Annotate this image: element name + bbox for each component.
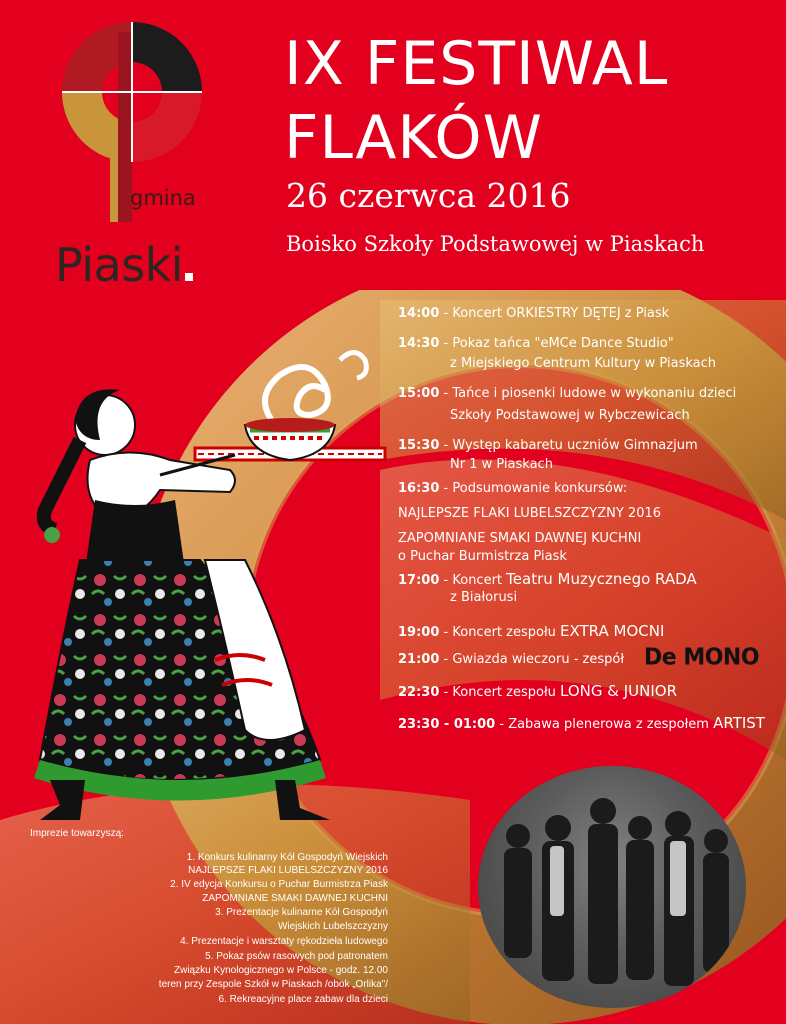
side-event-line: 6. Rekreacyjne place zabaw dla dzieci — [218, 994, 388, 1005]
side-event-line: 2. IV edycja Konkursu o Puchar Burmistrza Piask — [170, 879, 388, 890]
schedule-performer: LONG & JUNIOR — [560, 682, 678, 700]
schedule-text: Występ kabaretu uczniów Gimnazjum — [452, 438, 698, 453]
schedule-item-4-line2: Nr 1 w Piaskach — [450, 457, 553, 472]
schedule-text: Podsumowanie konkursów: — [452, 481, 628, 496]
title-line-1: IX FESTIWAL — [284, 29, 669, 99]
logo-piaski-label: Piaski — [55, 238, 184, 292]
schedule-time: 19:00 — [398, 625, 440, 640]
schedule-item-4: 15:30 - Występ kabaretu uczniów Gimnazjum — [398, 438, 698, 453]
band-members-silhouettes — [478, 766, 746, 1008]
schedule-performer: Teatru Muzycznego RADA — [506, 570, 697, 588]
schedule-time: 14:30 — [398, 336, 440, 351]
schedule-item-1: 14:00 - Koncert ORKIESTRY DĘTEJ z Piask — [398, 306, 670, 321]
schedule-item-8: 21:00 - Gwiazda wieczoru - zespół — [398, 652, 625, 667]
side-event-line: Związku Kynologicznego w Polsce - godz. 12.00 — [173, 965, 388, 976]
logo-gmina-text: gmina — [130, 186, 196, 210]
schedule-item-2-line2: z Miejskiego Centrum Kultury w Piaskach — [450, 356, 716, 371]
side-event-line: 5. Pokaz psów rasowych pod patronatem — [205, 951, 388, 962]
side-event-line: ZAPOMNIANE SMAKI DAWNEJ KUCHNI — [202, 893, 388, 904]
side-event-line: Wiejskich Lubelszczyzny — [277, 921, 388, 932]
schedule-time: 14:00 — [398, 306, 440, 321]
schedule-prefix: Koncert — [452, 573, 503, 588]
schedule-item-3-line2: Szkoły Podstawowej w Rybczewicach — [450, 408, 690, 423]
schedule-item-6: 17:00 - Koncert Teatru Muzycznego RADA — [398, 570, 697, 588]
schedule-time: 21:00 — [398, 652, 440, 667]
schedule-time: 16:30 — [398, 481, 440, 496]
schedule-performer: EXTRA MOCNI — [560, 622, 665, 640]
schedule-item-9: 22:30 - Koncert zespołu LONG & JUNIOR — [398, 682, 678, 700]
schedule-item-5-contest-2: ZAPOMNIANE SMAKI DAWNEJ KUCHNI — [398, 531, 642, 546]
side-event-line: 4. Prezentacje i warsztaty rękodzieła ludowego — [180, 936, 388, 947]
schedule-item-5-trophy: o Puchar Burmistrza Piask — [398, 549, 567, 564]
schedule-time: 23:30 - 01:00 — [398, 717, 496, 732]
side-event-line: 3. Prezentacje kulinarne Kół Gospodyń — [215, 907, 388, 918]
schedule-time: 15:30 — [398, 438, 440, 453]
schedule-item-5-contest-1: NAJLEPSZE FLAKI LUBELSZCZYZNY 2016 — [398, 506, 662, 521]
schedule-prefix: Koncert zespołu — [452, 685, 556, 700]
schedule-item-10: 23:30 - 01:00 - Zabawa plenerowa z zespołem ARTIST — [398, 714, 765, 732]
folk-girl-illustration — [10, 330, 400, 820]
title-line-2: FLAKÓW — [284, 103, 543, 173]
schedule-time: 15:00 — [398, 386, 440, 401]
side-event-line: 1. Konkurs kulinarny Kół Gospodyń Wiejskich — [186, 852, 388, 863]
event-venue: Boisko Szkoły Podstawowej w Piaskach — [286, 232, 705, 256]
band-photo — [478, 766, 746, 1008]
schedule-item-7: 19:00 - Koncert zespołu EXTRA MOCNI — [398, 622, 665, 640]
schedule-item-5: 16:30 - Podsumowanie konkursów: — [398, 481, 628, 496]
schedule-time: 22:30 — [398, 685, 440, 700]
schedule-prefix: Gwiazda wieczoru - zespół — [452, 652, 625, 667]
schedule-item-2: 14:30 - Pokaz tańca "eMCe Dance Studio" — [398, 336, 674, 351]
side-events-title: Imprezie towarzyszą: — [30, 828, 124, 839]
schedule-time: 17:00 — [398, 573, 440, 588]
schedule-text: Pokaz tańca "eMCe Dance Studio" — [452, 336, 674, 351]
logo-piaski-text — [55, 238, 193, 292]
logo-dot-icon — [185, 273, 193, 281]
schedule-text: Koncert ORKIESTRY DĘTEJ z Piask — [452, 306, 670, 321]
schedule-item-3: 15:00 - Tańce i piosenki ludowe w wykonaniu dzieci — [398, 386, 737, 401]
schedule-text: Tańce i piosenki ludowe w wykonaniu dzieci — [452, 386, 737, 401]
schedule-performer: ARTIST — [713, 714, 765, 732]
schedule-item-6-line2: z Białorusi — [450, 590, 518, 605]
schedule-prefix: Zabawa plenerowa z zespołem — [508, 717, 709, 732]
schedule-prefix: Koncert zespołu — [452, 625, 556, 640]
de-mono-band-logo: De MONO — [644, 644, 760, 671]
side-event-line: NAJLEPSZE FLAKI LUBELSZCZYZNY 2016 — [188, 865, 388, 876]
event-date: 26 czerwca 2016 — [286, 176, 571, 215]
side-event-line: teren przy Zespole Szkół w Piaskach /obok „Orlika"/ — [158, 979, 388, 990]
